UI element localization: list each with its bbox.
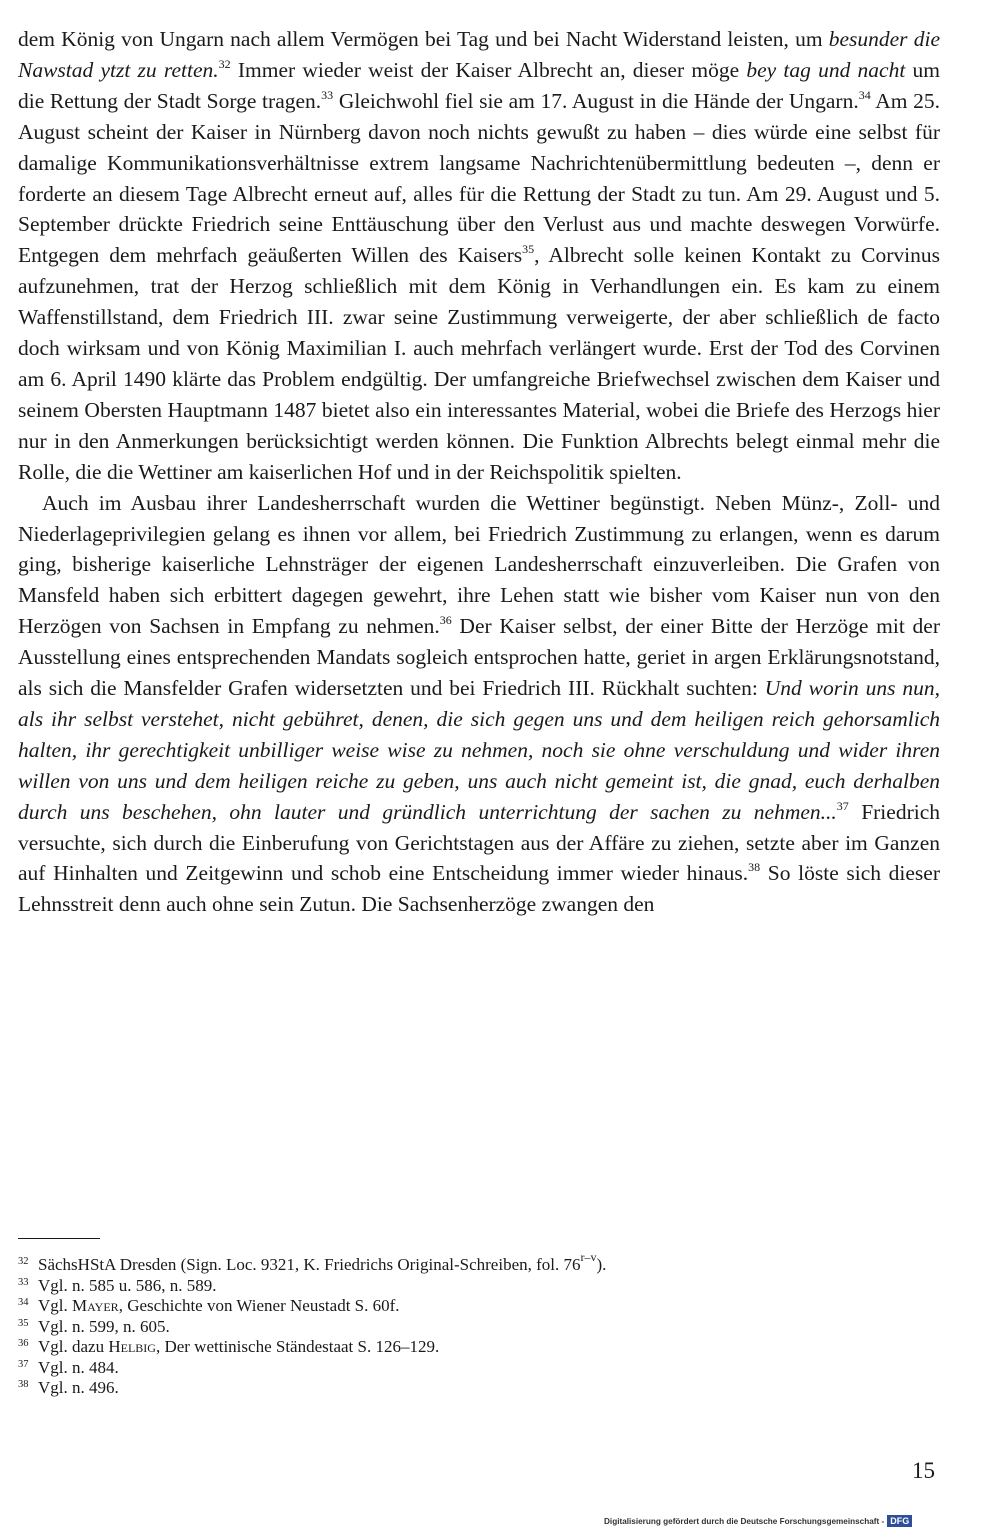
dfg-logo: DFG xyxy=(887,1515,912,1527)
footnote-number: 35 xyxy=(18,1317,29,1329)
text-run: SächsHStA Dresden (Sign. Loc. 9321, K. Friedrichs Original-Schreiben, fol. 76 xyxy=(38,1255,581,1274)
footnote xyxy=(18,1378,918,1399)
footnote xyxy=(18,1317,918,1338)
text-run: So löste sich dieser Lehnsstreit denn auch ohne sein Zutun. Die Sachsenherzöge zwangen den xyxy=(18,861,940,917)
italic-quote: besunder die Nawstad ytzt zu retten. xyxy=(18,27,940,82)
footnote xyxy=(18,1276,918,1297)
italic-quote: Und worin uns nun, als ihr selbst verstehet, nicht gebühret, denen, die sich gegen uns und dem heiligen reich gehorsamlich halten, ihr gerechtigkeit unbilliger weise wise zu nehmen, noch sie ohne verschuldung und wider ihren willen von uns und dem heiligen reiche zu geben, uns auch nicht gemeint ist, die gnad, euch derhalben durch uns beschehen, ohn lauter und gründlich unterrichtung der sachen zu nehmen... xyxy=(18,676,940,824)
page-number: 15 xyxy=(912,1458,935,1483)
footnote-text xyxy=(38,1337,439,1358)
text-run: Vgl. n. 585 u. 586, n. 589. xyxy=(38,1275,217,1295)
paragraph xyxy=(18,24,940,488)
main-text xyxy=(18,24,940,920)
footnote-text xyxy=(38,1276,217,1297)
footnote-number: 38 xyxy=(18,1379,29,1390)
footnote-number: 32 xyxy=(18,1256,29,1267)
text-run: um die Rettung der Stadt Sorge tragen. xyxy=(18,57,940,113)
footnote-ref: r–v xyxy=(580,1250,597,1264)
footnote-text xyxy=(38,1358,119,1379)
text-run: Auch im Ausbau ihrer Landesherrschaft wurden die Wettiner begünstigt. Neben Münz-, Zoll- und Niederlageprivilegien gelang es ihnen vor allem, bei Friedrich Zustimmung zu erlangen, wenn es darum ging, bisherige kaiserliche Lehnsträger der eigenen Landesherrschaft einzuverleiben. Die Grafen von Mansfeld haben sich erbittert dagegen gewehrt, ihre Lehen statt wie bisher vom Kaiser nun von den Herzögen von Sachsen in Empfang zu nehmen. xyxy=(18,490,940,639)
footnote-number: 36 xyxy=(18,1338,29,1349)
text-run: , Albrecht solle keinen Kontakt zu Corvinus aufzunehmen, trat der Herzog schließlich mit dem König in Verhandlungen ein. Es kam zu einem Waffenstillstand, dem Friedrich III. zwar seine Zustimmung verweigerte, der aber schließlich de facto doch wirksam und von König Maximilian I. auch mehrfach verlängert wurde. Erst der Tod des Corvinen am 6. April 1490 klärte das Problem endgültig. Der umfangreiche Briefwechsel zwischen dem Kaiser und seinem Obersten Hauptmann 1487 bietet also ein interessantes Material, wobei die Briefe des Herzogs hier nur in den Anmerkungen berücksichtigt werden können. Die Funktion Albrechts belegt einmal mehr die Rolle, die die Wettiner am kaiserlichen Hof und in der Reichspolitik spielten. xyxy=(18,243,940,484)
text-run: Vgl. n. 599, n. 605. xyxy=(38,1316,170,1336)
text-run: Vgl. n. 484. xyxy=(38,1357,119,1377)
footnote-number: 33 xyxy=(18,1276,29,1288)
footnote-separator xyxy=(18,1238,100,1239)
footnote-ref: 37 xyxy=(836,798,849,813)
footnote-ref: 33 xyxy=(321,87,334,102)
text-run: dem König von Ungarn nach allem Vermögen bei Tag und bei Nacht Widerstand leisten, um xyxy=(18,27,829,51)
footnote-ref: 35 xyxy=(522,242,535,257)
footnote xyxy=(18,1296,918,1317)
footnote-ref: 38 xyxy=(748,860,761,875)
footnote xyxy=(18,1250,918,1276)
text-run: Vgl. dazu xyxy=(38,1337,109,1356)
footnote-text xyxy=(38,1250,607,1276)
footnote-ref: 36 xyxy=(439,613,452,628)
text-run: Der Kaiser selbst, der einer Bitte der Herzöge mit der Ausstellung eines entsprechenden Mandats sogleich entsprochen hatte, geriet in argen Erklärungsnotstand, als sich die Mansfelder Grafen widersetzten und bei Friedrich III. Rückhalt suchten: xyxy=(18,614,940,701)
footnote-ref: 32 xyxy=(218,56,231,71)
text-run: ). xyxy=(596,1255,607,1274)
funding-note-text: Digitalisierung gefördert durch die Deutsche Forschungsgemeinschaft - xyxy=(604,1516,885,1526)
footnote xyxy=(18,1358,918,1379)
footnote-number: 37 xyxy=(18,1358,29,1370)
text-run: , Der wettinische Ständestaat S. 126–129. xyxy=(155,1337,440,1356)
text-run: Friedrich versuchte, sich durch die Einberufung von Gerichtstagen aus der Affäre zu ziehen, setzte aber im Ganzen auf Hinhalten und Zeitgewinn und schob eine Entscheidung immer wieder hinaus. xyxy=(18,799,940,886)
paragraph xyxy=(18,488,940,921)
footnote-text xyxy=(38,1317,170,1338)
text-run: Vgl. xyxy=(38,1296,72,1315)
footnote-text xyxy=(38,1296,400,1317)
footnote-text xyxy=(38,1378,119,1399)
author-name: Mayer xyxy=(72,1296,119,1315)
author-name: Helbig xyxy=(108,1337,156,1356)
footnote-ref: 34 xyxy=(858,87,871,102)
text-run: , Geschichte von Wiener Neustadt S. 60f. xyxy=(118,1296,400,1315)
footnote xyxy=(18,1337,918,1358)
footnotes xyxy=(18,1250,918,1399)
text-run: Gleichwohl fiel sie am 17. August in die Hände der Ungarn. xyxy=(333,88,859,113)
text-run: Vgl. n. 496. xyxy=(38,1378,119,1397)
footnote-number: 34 xyxy=(18,1297,29,1308)
text-run: Am 25. August scheint der Kaiser in Nürnberg davon noch nichts gewußt zu haben – dies würde eine selbst für damalige Kommunikationsverhältnisse extrem langsame Nachrichtenübermittlung bedeuten –, denn er forderte an diesem Tage Albrecht erneut auf, alles für die Rettung der Stadt zu tun. Am 29. August und 5. September drückte Friedrich seine Enttäuschung über den Verlust aus und machte deswegen Vorwürfe. Entgegen dem mehrfach geäußerten Willen des Kaisers xyxy=(18,88,940,268)
text-run: Immer wieder weist der Kaiser Albrecht an, dieser möge xyxy=(230,57,747,82)
funding-note xyxy=(604,1514,912,1528)
italic-quote: bey tag und nacht xyxy=(746,57,906,82)
